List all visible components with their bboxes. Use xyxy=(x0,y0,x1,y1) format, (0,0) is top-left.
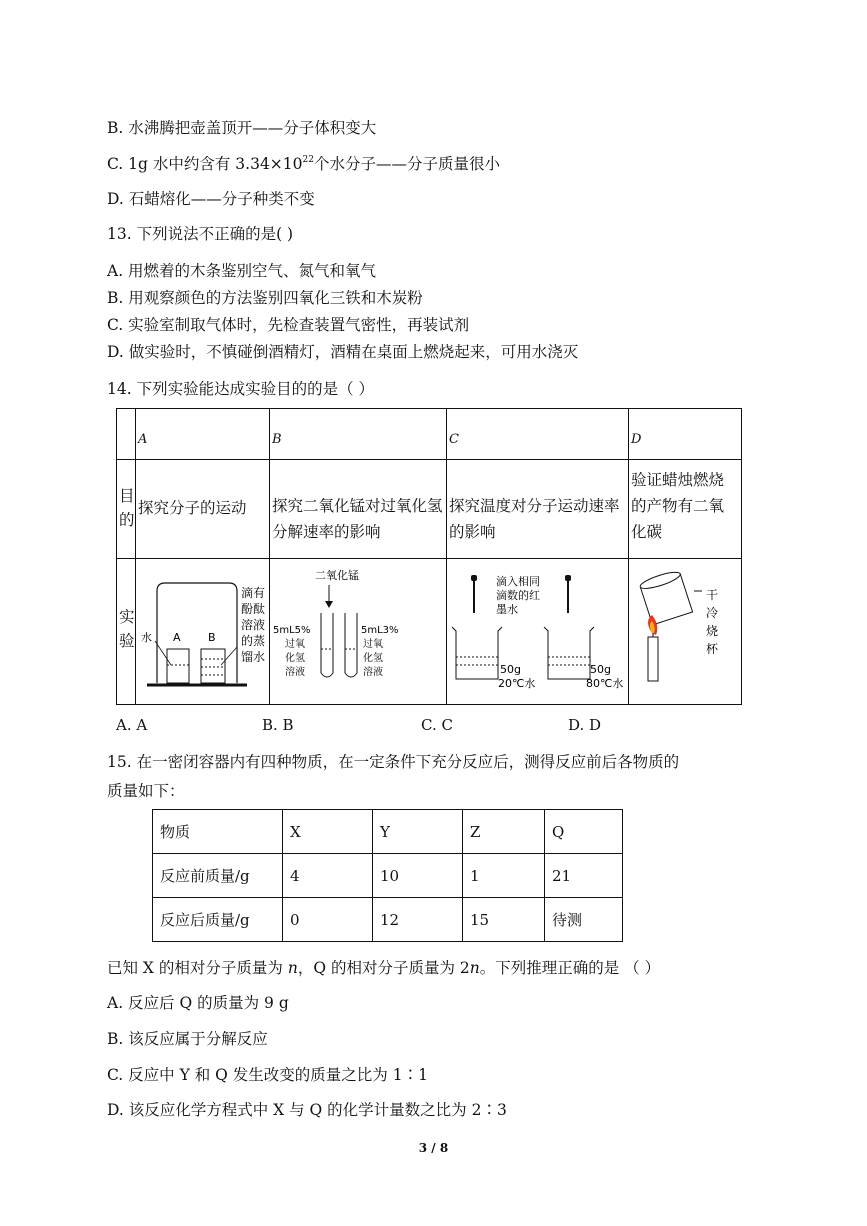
q15-option-c: C. 反应中 Y 和 Q 发生改变的质量之比为 1∶1 xyxy=(107,1066,428,1084)
table-cell: 0 xyxy=(283,898,373,942)
figure-d-candle xyxy=(630,561,740,701)
beaker-b-outline xyxy=(201,649,225,683)
q12-option-b: B. 水沸腾把壶盖顶开——分子体积变大 xyxy=(107,119,377,137)
table-divider xyxy=(446,409,447,704)
left-tube-label: 化氢 xyxy=(285,653,305,664)
q15-variable-n: n xyxy=(469,959,480,977)
header-d: D xyxy=(631,432,642,447)
figure-c-beakers xyxy=(448,561,627,701)
q13-option-c: C. 实验室制取气体时，先检查装置气密性，再装试剂 xyxy=(107,316,470,334)
test-tube-right xyxy=(345,613,357,677)
right-tube-label: 5mL3% xyxy=(361,625,399,636)
table-cell: Z xyxy=(463,810,545,854)
right-tube-label: 溶液 xyxy=(363,667,383,678)
left-beaker-label: 50g xyxy=(500,663,521,676)
beaker-left xyxy=(452,627,502,679)
table-row xyxy=(153,854,623,898)
left-tube-label: 溶液 xyxy=(285,667,305,678)
dropper-note: 滴入相同 xyxy=(496,575,540,588)
q15-option-a: A. 反应后 Q 的质量为 9 g xyxy=(107,994,289,1012)
figure-b-test-tubes xyxy=(271,561,445,701)
purpose-d: 验证蜡烛燃烧的产物有二氧化碳 xyxy=(631,471,725,541)
header-b: B xyxy=(272,432,282,447)
table-cell: 反应后质量/g xyxy=(153,898,283,942)
q14-experiment-table xyxy=(116,408,742,705)
q14-option-d: D. D xyxy=(568,716,602,734)
label-mno2: 二氧化锰 xyxy=(315,569,359,582)
header-c: C xyxy=(449,432,459,447)
q15-option-d: D. 该反应化学方程式中 X 与 Q 的化学计量数之比为 2∶3 xyxy=(107,1101,507,1119)
q15-option-b: B. 该反应属于分解反应 xyxy=(107,1030,268,1048)
q15-stem-line1: 15. 在一密闭容器内有四种物质，在一定条件下充分反应后，测得反应前后各物质的 xyxy=(107,753,680,771)
q15-known-text: 。下列推理正确的是 （ ） xyxy=(479,959,661,977)
table-cell: 10 xyxy=(373,854,463,898)
table-divider xyxy=(628,409,629,704)
q14-option-c: C. C xyxy=(421,716,453,734)
header-a: A xyxy=(138,432,148,447)
row-label-purpose xyxy=(119,484,139,532)
q13-option-d: D. 做实验时，不慎碰倒酒精灯，酒精在桌面上燃烧起来，可用水浇灭 xyxy=(107,343,579,361)
table-divider xyxy=(117,459,741,460)
table-cell: 12 xyxy=(373,898,463,942)
table-cell: Y xyxy=(373,810,463,854)
note-line: 杯 xyxy=(706,642,719,656)
label-beaker-a: A xyxy=(173,631,181,644)
q12-option-c-text: C. 1g 水中约含有 3.34×10 xyxy=(107,155,303,173)
dropper-note: 滴数的红 xyxy=(496,589,540,602)
table-cell: 1 xyxy=(463,854,545,898)
q15-known-condition xyxy=(107,956,660,978)
q13-stem: 13. 下列说法不正确的是( ) xyxy=(107,225,294,243)
left-tube-label: 过氧 xyxy=(285,639,305,650)
table-divider xyxy=(135,409,136,704)
figure-a-bell-jar xyxy=(137,561,267,701)
purpose-a: 探究分子的运动 xyxy=(138,499,247,517)
note-line: 烧 xyxy=(706,624,719,638)
note-line: 酚酞 xyxy=(241,602,266,616)
q12-option-c xyxy=(107,152,500,174)
test-tube-left xyxy=(321,613,333,677)
table-cell: 物质 xyxy=(153,810,283,854)
purpose-b: 探究二氧化锰对过氧化氢分解速率的影响 xyxy=(272,497,443,541)
page-number: 3 / 8 xyxy=(418,1141,449,1155)
q15-stem-line2: 质量如下： xyxy=(107,782,185,800)
beaker-right xyxy=(544,627,594,679)
right-tube-label: 过氧 xyxy=(363,639,383,650)
note-line: 的蒸 xyxy=(241,634,266,648)
right-tube-label: 化氢 xyxy=(363,653,383,664)
table-cell: 反应前质量/g xyxy=(153,854,283,898)
table-cell: 15 xyxy=(463,898,545,942)
label-beaker-b: B xyxy=(208,631,216,644)
inverted-beaker xyxy=(639,569,693,625)
right-beaker-label: 50g xyxy=(590,663,611,676)
row-label-experiment xyxy=(119,605,139,653)
dropper-bulb-left xyxy=(471,575,477,581)
arrow-head xyxy=(325,601,333,608)
left-beaker-label: 20℃水 xyxy=(498,677,536,690)
label-water: 水 xyxy=(141,631,152,644)
row-label-char: 的 xyxy=(119,511,135,529)
q12-option-d: D. 石蜡熔化——分子种类不变 xyxy=(107,190,315,208)
table-row xyxy=(153,898,623,942)
row-label-char: 验 xyxy=(119,632,135,650)
q15-variable-n: n xyxy=(287,959,298,977)
q15-known-text: ，Q 的相对分子质量为 2 xyxy=(297,959,470,977)
note-line: 溶液 xyxy=(241,618,266,632)
q15-known-text: 已知 X 的相对分子质量为 xyxy=(107,959,288,977)
table-cell: 4 xyxy=(283,854,373,898)
q14-stem: 14. 下列实验能达成实验目的的是（ ） xyxy=(107,380,375,398)
q12-option-c-tail: 个水分子——分子质量很小 xyxy=(313,155,500,173)
beaker-a-outline xyxy=(167,649,189,683)
row-label-char: 目 xyxy=(119,487,135,505)
purpose-c: 探究温度对分子运动速率的影响 xyxy=(449,497,620,541)
note-pointer xyxy=(221,647,237,665)
q15-mass-table xyxy=(152,809,623,942)
dropper-note: 墨水 xyxy=(496,603,518,616)
table-cell: Q xyxy=(545,810,623,854)
table-cell: 待测 xyxy=(545,898,623,942)
q12-option-c-exponent: 22 xyxy=(302,155,314,165)
dropper-bulb-right xyxy=(565,575,571,581)
q13-option-b: B. 用观察颜色的方法鉴别四氧化三铁和木炭粉 xyxy=(107,289,423,307)
right-beaker-label: 80℃水 xyxy=(586,677,624,690)
table-divider xyxy=(117,558,741,559)
note-line: 滴有 xyxy=(241,586,266,600)
table-cell: 21 xyxy=(545,854,623,898)
q14-option-a: A. A xyxy=(116,716,148,734)
table-divider xyxy=(269,409,270,704)
note-line: 干 xyxy=(706,588,719,602)
q14-option-b: B. B xyxy=(262,716,294,734)
table-row xyxy=(153,810,623,854)
note-line: 冷 xyxy=(706,606,719,620)
q13-option-a: A. 用燃着的木条鉴别空气、氮气和氧气 xyxy=(107,262,377,280)
note-line: 馏水 xyxy=(241,650,266,664)
row-label-char: 实 xyxy=(119,608,135,626)
candle xyxy=(648,637,658,681)
table-cell: X xyxy=(283,810,373,854)
left-tube-label: 5mL5% xyxy=(273,625,311,636)
